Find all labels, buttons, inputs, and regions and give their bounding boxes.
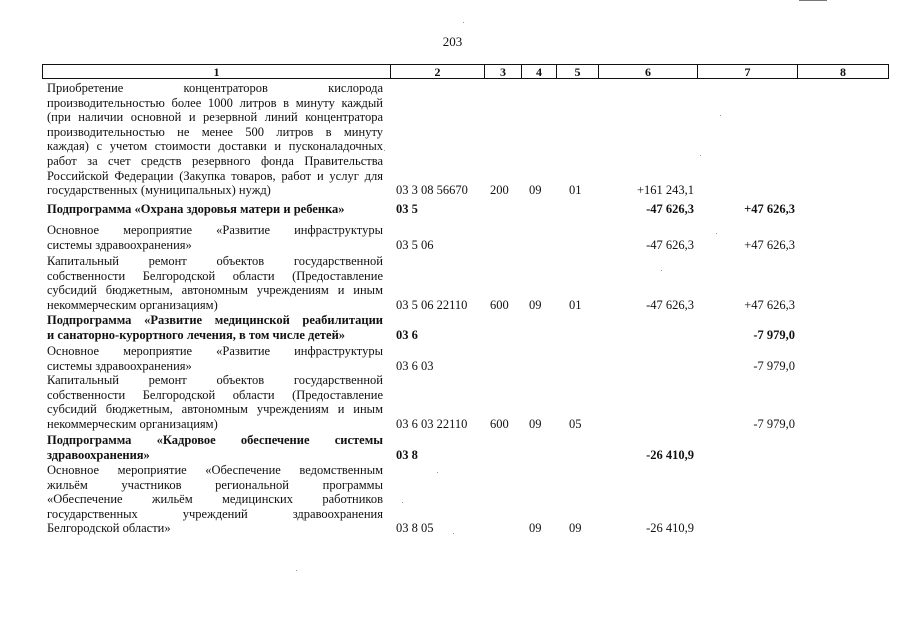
row-description (47, 313, 383, 342)
amount-col6: -26 410,9 (646, 521, 694, 536)
amount-col7: +47 626,3 (744, 237, 795, 252)
description-line: собственности Белгородской области (Предоставление (47, 387, 383, 402)
header-col-label: 3 (500, 65, 506, 79)
amount-col6: +161 243,1 (636, 183, 694, 198)
description-line: «Обеспечение жильём медицинских работников (47, 492, 383, 507)
header-col-3 (484, 64, 522, 79)
header-col-5 (556, 64, 599, 79)
row-description (47, 223, 383, 252)
description-line: жильём участников региональной программы (47, 477, 383, 492)
scan-speck (716, 233, 717, 234)
row-description (47, 344, 383, 373)
subsection-cell: 09 (569, 521, 582, 536)
type-cell: 200 (490, 183, 509, 198)
header-col-label: 8 (840, 65, 846, 79)
scan-speck (661, 270, 662, 271)
header-col-label: 5 (574, 65, 581, 79)
header-col-label: 1 (213, 65, 220, 79)
description-line: здравоохранения» (47, 447, 150, 462)
amount-col7: -7 979,0 (753, 327, 795, 342)
description-line: каждая) с учетом стоимости доставки и пусконаладочных (47, 139, 383, 154)
header-col-label: 4 (536, 65, 542, 79)
scan-speck (384, 150, 385, 151)
subsection-cell: 01 (569, 183, 582, 198)
section-cell: 09 (529, 297, 542, 312)
description-line: и санаторно-курортного лечения, в том числе детей» (47, 327, 346, 342)
amount-col7: +47 626,3 (744, 202, 795, 216)
row-description (47, 81, 383, 198)
description-line: Подпрограмма «Кадровое обеспечение системы (47, 433, 383, 447)
scan-speck (453, 533, 454, 534)
header-col-label: 7 (744, 65, 751, 79)
description-line: Основное мероприятие «Развитие инфраструктуры (47, 223, 383, 237)
amount-col6: -47 626,3 (646, 297, 694, 312)
description-line: системы здравоохранения» (47, 237, 192, 252)
description-line: субсидий бюджетным, автономным учреждениям и иным (47, 402, 383, 417)
code-cell: 03 5 06 22110 (396, 297, 468, 312)
description-line: субсидий бюджетным, автономным учреждениям и иным (47, 283, 383, 298)
description-line: Российской Федерации (Закупка товаров, работ и услуг для (47, 168, 383, 183)
subsection-cell: 05 (569, 416, 582, 431)
description-line: производительностью более 1000 литров в минуту каждый (47, 95, 383, 110)
row-description (47, 373, 383, 431)
section-cell: 09 (529, 521, 542, 536)
description-line: работ за счет средств резервного фонда Правительства (47, 153, 383, 168)
description-line: Белгородской области» (47, 521, 171, 536)
scan-speck (402, 502, 403, 503)
code-cell: 03 6 (396, 327, 418, 342)
amount-col6: -26 410,9 (646, 447, 694, 462)
code-cell: 03 6 03 22110 (396, 416, 468, 431)
row-description (47, 202, 383, 217)
header-col-6 (598, 64, 698, 79)
description-line: Подпрограмма «Охрана здоровья матери и ребенка» (47, 202, 345, 216)
row-description (47, 254, 383, 312)
code-cell: 03 3 08 56670 (396, 183, 468, 198)
amount-col7: -7 979,0 (753, 358, 795, 373)
row-description (47, 433, 383, 462)
scan-speck (720, 115, 721, 116)
type-cell: 600 (490, 297, 509, 312)
amount-col7: +47 626,3 (744, 297, 795, 312)
header-col-label: 6 (645, 65, 651, 79)
header-col-7 (697, 64, 798, 79)
amount-col6: -47 626,3 (646, 202, 694, 216)
scan-speck (463, 22, 464, 23)
description-line: некоммерческим организациям) (47, 297, 218, 312)
description-line: Приобретение концентраторов кислорода (47, 81, 383, 95)
description-line: Капитальный ремонт объектов государственной (47, 373, 383, 387)
scan-speck (700, 155, 701, 156)
description-line: Подпрограмма «Развитие медицинской реабилитации (47, 313, 383, 327)
section-cell: 09 (529, 416, 542, 431)
code-cell: 03 5 06 (396, 237, 434, 252)
description-line: государственных (муниципальных) нужд) (47, 183, 271, 198)
description-line: Основное мероприятие «Обеспечение ведомственным (47, 463, 383, 477)
page-corner-mark (799, 0, 827, 1)
page-number: 203 (442, 34, 463, 49)
description-line: собственности Белгородской области (Предоставление (47, 268, 383, 283)
header-col-4 (521, 64, 557, 79)
description-line: Капитальный ремонт объектов государственной (47, 254, 383, 268)
description-line: производительностью не менее 500 литров в минуту (47, 124, 383, 139)
description-line: Основное мероприятие «Развитие инфраструктуры (47, 344, 383, 358)
code-cell: 03 6 03 (396, 358, 434, 373)
scan-speck (437, 472, 438, 473)
code-cell: 03 5 (396, 202, 418, 216)
section-cell: 09 (529, 183, 542, 198)
description-line: системы здравоохранения» (47, 358, 192, 373)
amount-col7: -7 979,0 (753, 416, 795, 431)
header-col-label: 2 (434, 65, 441, 79)
row-description (47, 463, 383, 536)
subsection-cell: 01 (569, 297, 582, 312)
header-col-2 (390, 64, 485, 79)
code-cell: 03 8 (396, 447, 418, 462)
header-col-8 (797, 64, 889, 79)
description-line: некоммерческим организациям) (47, 416, 218, 431)
description-line: (при наличии основной и резервной линий концентратора (47, 110, 383, 125)
description-line: государственных учреждений здравоохранения (47, 506, 383, 521)
code-cell: 03 8 05 (396, 521, 434, 536)
header-col-1 (42, 64, 391, 79)
scan-speck (296, 570, 297, 571)
amount-col6: -47 626,3 (646, 237, 694, 252)
type-cell: 600 (490, 416, 509, 431)
